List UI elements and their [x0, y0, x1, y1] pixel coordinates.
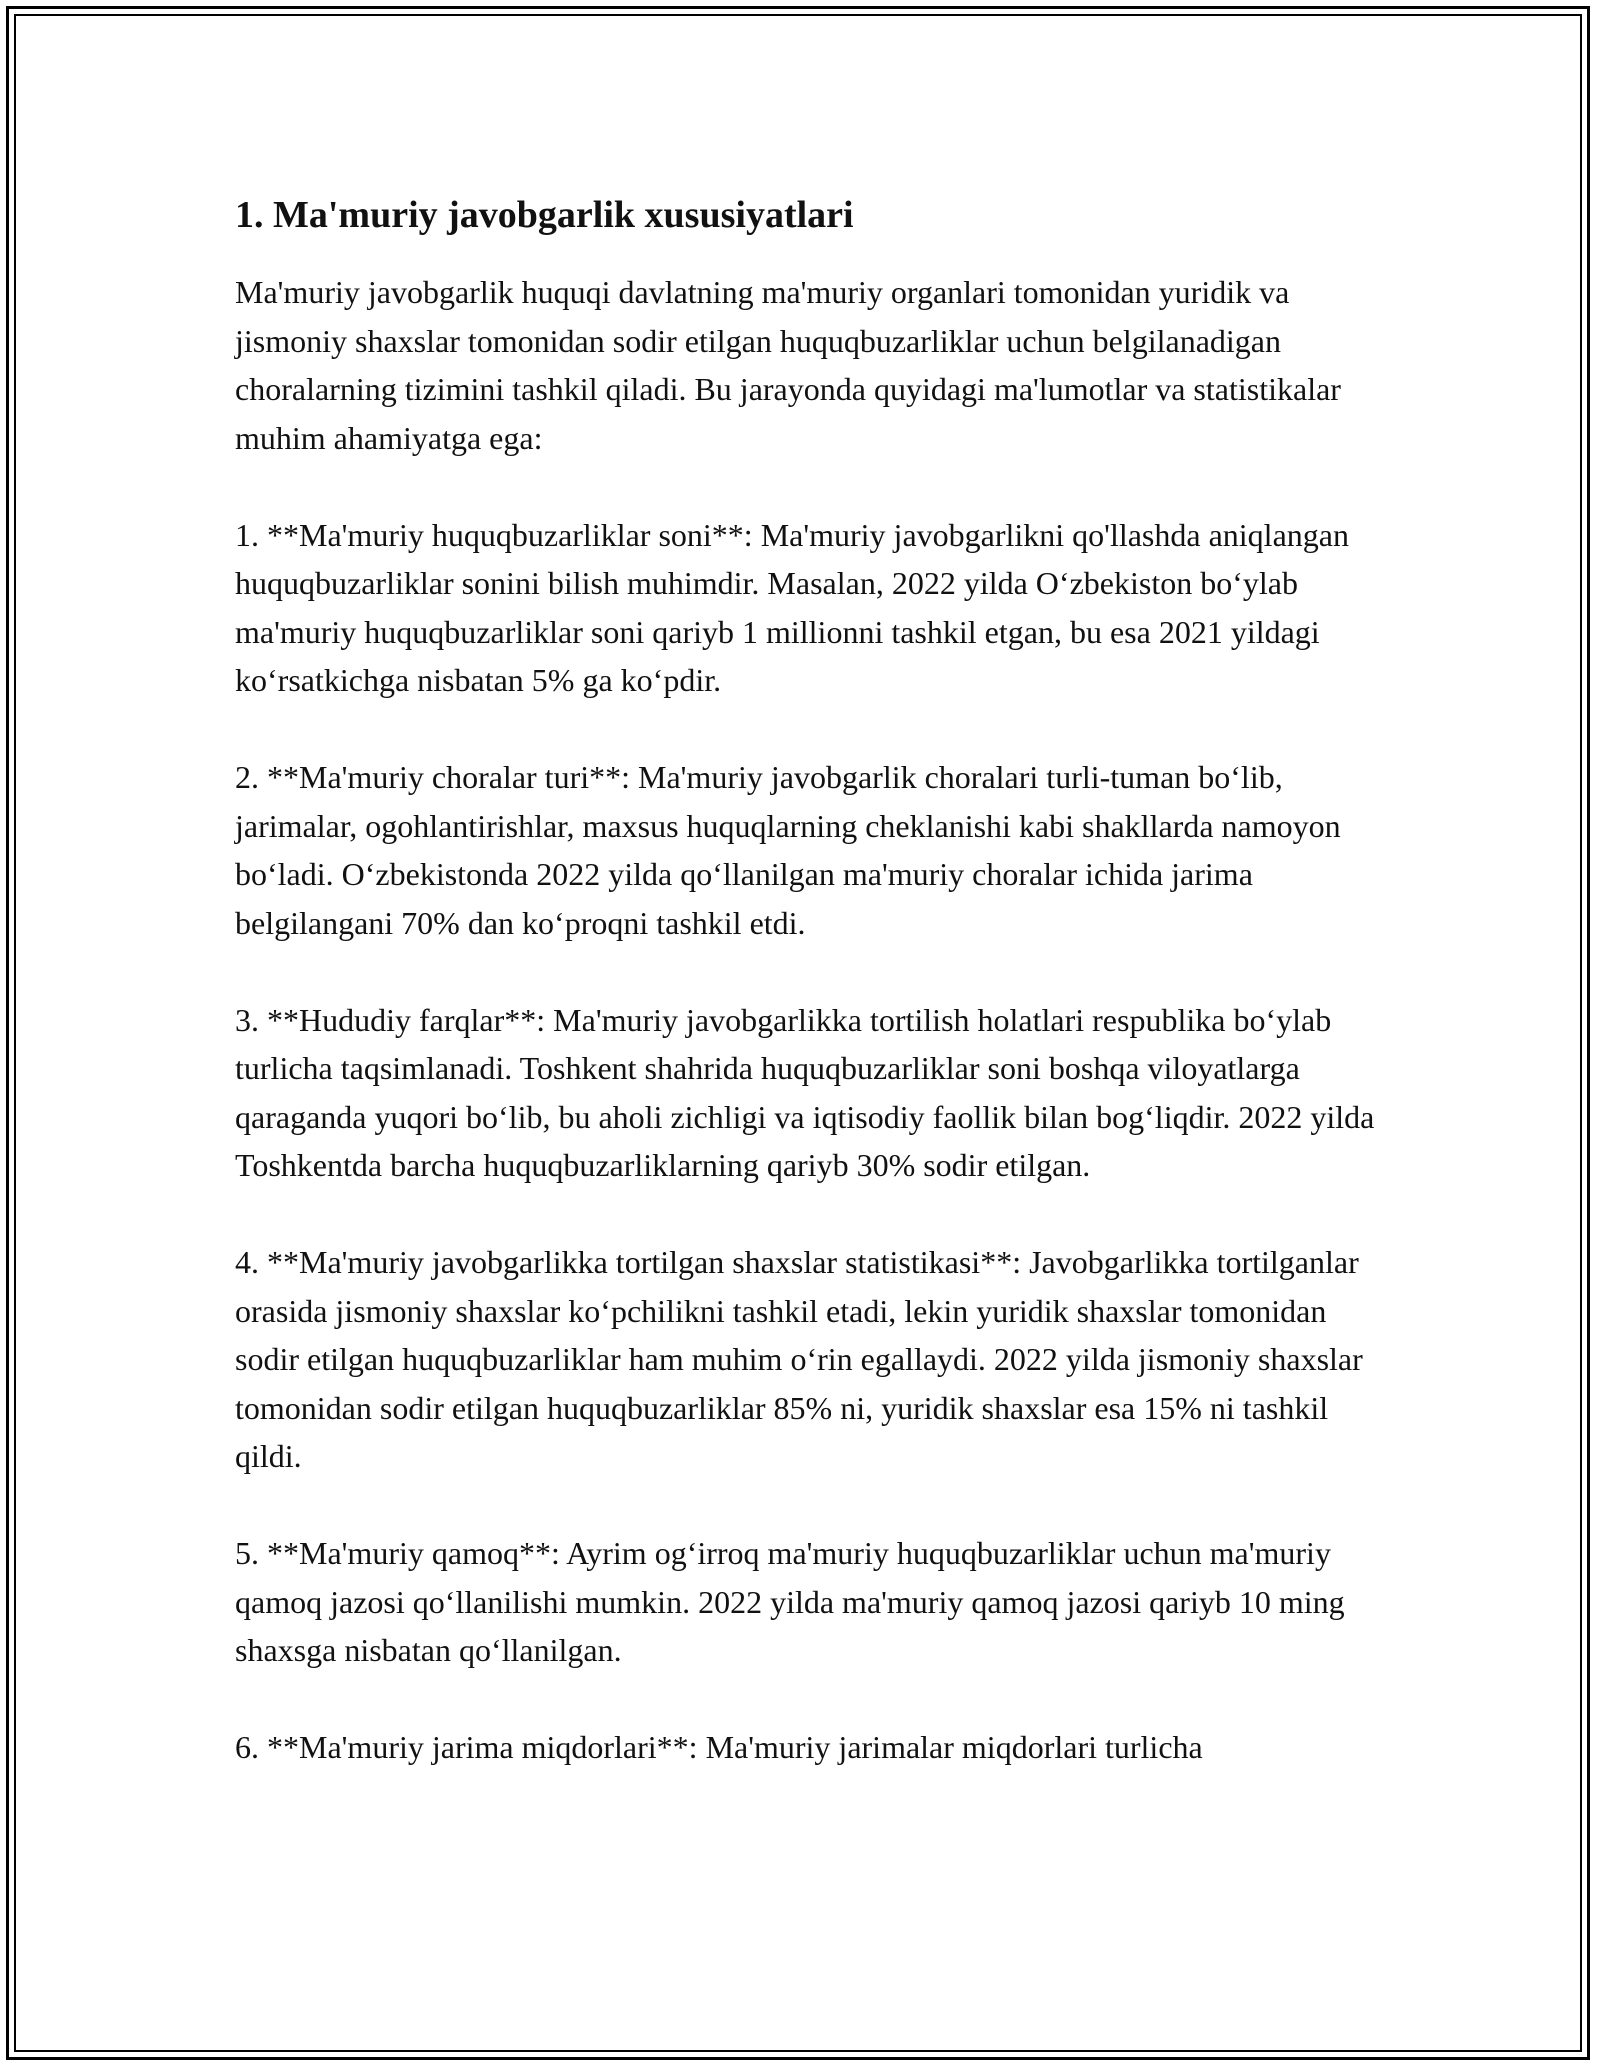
list-item-4: 4. **Ma'muriy javobgarlikka tortilgan shaxslar statistikasi**: Javobgarlikka tortilganlar orasida jismoniy shaxslar ko‘pchilikni tashkil etadi, lekin yuridik shaxslar tomonidan sodir etilgan huquqbuzarliklar ham muhim o‘rin egallaydi. 2022 yilda jismoniy shaxslar tomonidan sodir etilgan huquqbuzarliklar 85% ni, yuridik shaxslar esa 15% ni tashkil qildi.: [235, 1244, 1363, 1474]
section-heading: 1. Ma'muriy javobgarlik xususiyatlari: [235, 194, 854, 236]
document-body: [235, 188, 1375, 1820]
list-item-6: 6. **Ma'muriy jarima miqdorlari**: Ma'muriy jarimalar miqdorlari turlicha: [235, 1729, 1203, 1765]
list-item-2: 2. **Ma'muriy choralar turi**: Ma'muriy javobgarlik choralari turli-tuman bo‘lib, jarimalar, ogohlantirishlar, maxsus huquqlarning cheklanishi kabi shakllarda namoyon bo‘ladi. O‘zbekistonda 2022 yilda qo‘llanilgan ma'muriy choralar ichida jarima belgilangani 70% dan ko‘proqni tashkil etdi.: [235, 759, 1341, 941]
list-item-3: 3. **Hududiy farqlar**: Ma'muriy javobgarlikka tortilish holatlari respublika bo‘ylab turlicha taqsimlanadi. Toshkent shahrida huquqbuzarliklar soni boshqa viloyatlarga qaraganda yuqori bo‘lib, bu aholi zichligi va iqtisodiy faollik bilan bog‘liqdir. 2022 yilda Toshkentda barcha huquqbuzarliklarning qariyb 30% sodir etilgan.: [235, 1001, 1375, 1183]
list-item-5: 5. **Ma'muriy qamoq**: Ayrim og‘irroq ma'muriy huquqbuzarliklar uchun ma'muriy qamoq jazosi qo‘llanilishi mumkin. 2022 yilda ma'muriy qamoq jazosi qariyb 10 ming shaxsga nisbatan qo‘llanilgan.: [235, 1535, 1345, 1668]
list-item-1: 1. **Ma'muriy huquqbuzarliklar soni**: Ma'muriy javobgarlikni qo'llashda aniqlangan huquqbuzarliklar sonini bilish muhimdir. Masalan, 2022 yilda O‘zbekiston bo‘ylab ma'muriy huquqbuzarliklar soni qariyb 1 millionni tashkil etgan, bu esa 2021 yildagi ko‘rsatkichga nisbatan 5% ga ko‘pdir.: [235, 516, 1349, 698]
intro-paragraph: Ma'muriy javobgarlik huquqi davlatning ma'muriy organlari tomonidan yuridik va jismoniy shaxslar tomonidan sodir etilgan huquqbuzarliklar uchun belgilanadigan choralarning tizimini tashkil qiladi. Bu jarayonda quyidagi ma'lumotlar va statistikalar muhim ahamiyatga ega:: [235, 274, 1341, 456]
